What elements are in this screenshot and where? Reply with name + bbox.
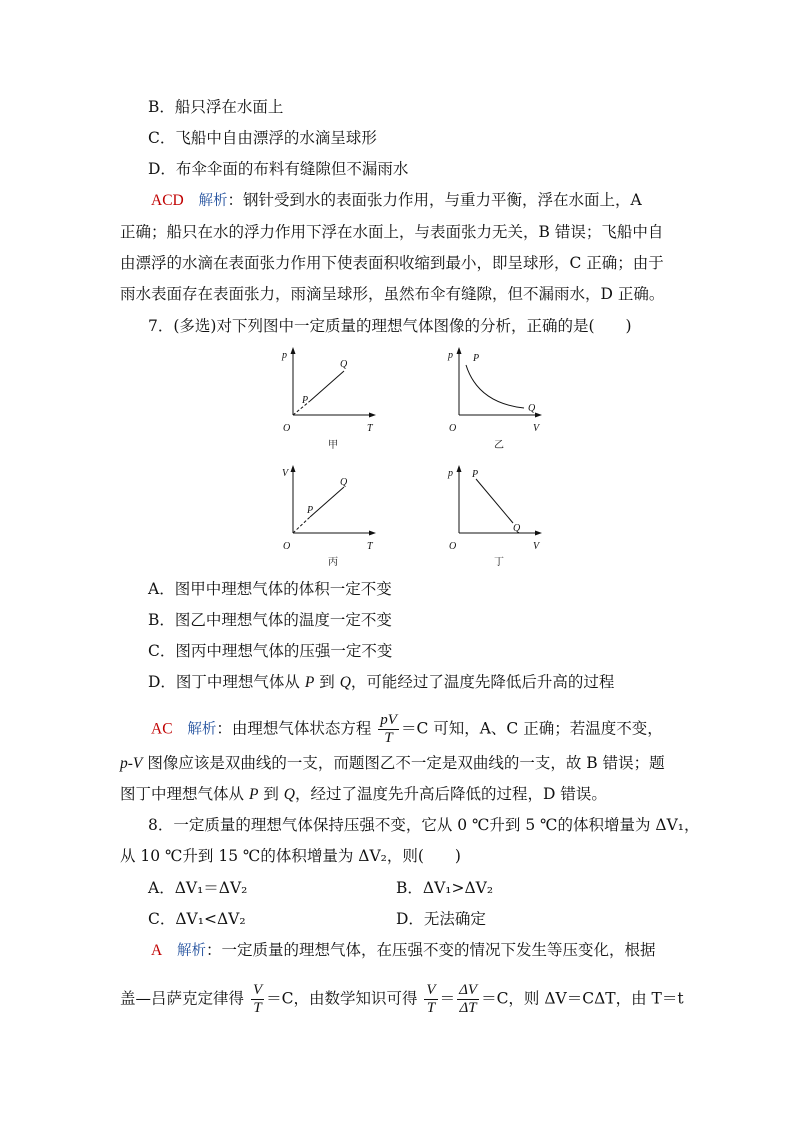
- q7-option-c: C．图丙中理想气体的压强一定不变: [148, 642, 393, 660]
- q8-option-b: B．ΔV₁>ΔV₂: [396, 879, 494, 897]
- q8-stem-1: 8．一定质量的理想气体保持压强不变，它从 0 ℃升到 5 ℃的体积增量为 ΔV₁，: [148, 816, 700, 834]
- q7-analysis-label: 解析: [187, 721, 217, 738]
- graph-yi-point-q: Q: [528, 403, 536, 414]
- q6-explanation-1: ：钢针受到水的表面张力作用，与重力平衡，浮在水面上，A: [227, 191, 642, 209]
- q8-option-a: A．ΔV₁＝ΔV₂: [148, 879, 248, 897]
- q7-stem: 7．(多选)对下列图中一定质量的理想气体图像的分析，正确的是( ): [148, 317, 632, 335]
- graph-jia-y-label: p: [282, 350, 287, 361]
- graph-ding-point-p: P: [472, 469, 479, 480]
- q6-analysis-line-1: [151, 190, 642, 211]
- graph-bing-point-q: Q: [340, 477, 348, 488]
- graph-ding-x-label: V: [533, 541, 540, 552]
- q8-answer: A: [151, 942, 163, 959]
- q7-answer: AC: [151, 720, 173, 738]
- q8-option-c: C．ΔV₁<ΔV₂: [148, 910, 246, 928]
- graph-yi-point-p: P: [473, 353, 480, 364]
- graph-yi-origin: O: [449, 423, 457, 434]
- graph-yi-x-label: V: [533, 423, 540, 434]
- q7-analysis-line-1: AC 解析：由理想气体状态方程 $\frac{pV}{T}$ ＝C 可知，A、C 正确；若温度不变，: [151, 712, 663, 746]
- graph-bing-caption: 丙: [328, 557, 338, 568]
- q8-option-d: D．无法确定: [396, 910, 486, 928]
- graph-jia-origin: O: [283, 423, 291, 434]
- q6-explanation-3: 由漂浮的水滴在表面张力作用下使表面积收缩到最小，即呈球形，C 正确；由于: [120, 254, 664, 272]
- q6-answer: ACD: [151, 192, 184, 209]
- q8-explanation-2: 盖—吕萨克定律得 $\frac{V}{T}$ ＝C，由数学知识可得 $\frac{V}{T}$ ＝ $\frac{\Delta V}{\Delta T}$ ＝C，则 ΔV＝CΔT，由 T＝t: [120, 982, 684, 1016]
- q7-option-d: D．图丁中理想气体从 P 到 Q，可能经过了温度先降低后升高的过程: [148, 673, 615, 691]
- q7-option-a: A．图甲中理想气体的体积一定不变: [148, 580, 392, 598]
- q6-explanation-2: 正确；船只在水的浮力作用下浮在水面上，与表面张力无关，B 错误；飞船中自: [120, 223, 664, 241]
- graph-bing-origin: O: [283, 541, 291, 552]
- q6-explanation-4: 雨水表面存在表面张力，雨滴呈球形，虽然布伞有缝隙，但不漏雨水，D 正确。: [120, 285, 665, 303]
- q6-option-b: B．船只浮在水面上: [148, 98, 284, 116]
- q8-fraction-2: $\frac{V}{T}$: [426, 982, 436, 1016]
- graph-yi: [446, 345, 556, 455]
- graph-ding: [446, 461, 556, 571]
- q6-option-c: C．飞船中自由漂浮的水滴呈球形: [148, 129, 377, 147]
- graph-bing-x-label: T: [367, 541, 373, 552]
- graph-bing-point-p: P: [307, 505, 314, 516]
- graph-jia-point-q: Q: [340, 359, 348, 370]
- graph-yi-caption: 乙: [494, 440, 504, 451]
- q6-option-d: D．布伞伞面的布料有缝隙但不漏雨水: [148, 160, 409, 178]
- q7-explanation-3: 图丁中理想气体从 P 到 Q，经过了温度先升高后降低的过程，D 错误。: [120, 785, 607, 803]
- q8-stem-2: 从 10 ℃升到 15 ℃的体积增量为 ΔV₂，则( ): [120, 847, 461, 865]
- graph-jia-point-p: P: [302, 395, 309, 406]
- graph-jia: [280, 345, 390, 455]
- q7-option-b: B．图乙中理想气体的温度一定不变: [148, 611, 392, 629]
- q8-analysis-line-1: A 解析：一定质量的理想气体，在压强不变的情况下发生等压变化，根据: [151, 941, 656, 959]
- q7-formula-fraction: $\frac{pV}{T}$: [380, 712, 397, 746]
- graph-ding-origin: O: [449, 541, 457, 552]
- graph-bing-y-label: V: [282, 468, 289, 479]
- graph-bing: [280, 461, 390, 571]
- graph-ding-point-q: Q: [513, 523, 521, 534]
- graph-jia-caption: 甲: [328, 440, 338, 451]
- q8-fraction-1: $\frac{V}{T}$: [252, 982, 263, 1016]
- graph-jia-x-label: T: [367, 423, 373, 434]
- graph-ding-caption: 丁: [494, 557, 504, 568]
- q8-fraction-3: $\frac{\Delta V}{\Delta T}$: [459, 982, 478, 1016]
- graph-yi-y-label: p: [448, 350, 453, 361]
- graph-ding-y-label: p: [448, 468, 453, 479]
- q6-analysis-label: 解析: [198, 193, 228, 209]
- q8-analysis-label: 解析: [176, 943, 206, 959]
- q7-explanation-2: p-V 图像应该是双曲线的一支，而题图乙不一定是双曲线的一支，故 B 错误；题: [120, 754, 665, 772]
